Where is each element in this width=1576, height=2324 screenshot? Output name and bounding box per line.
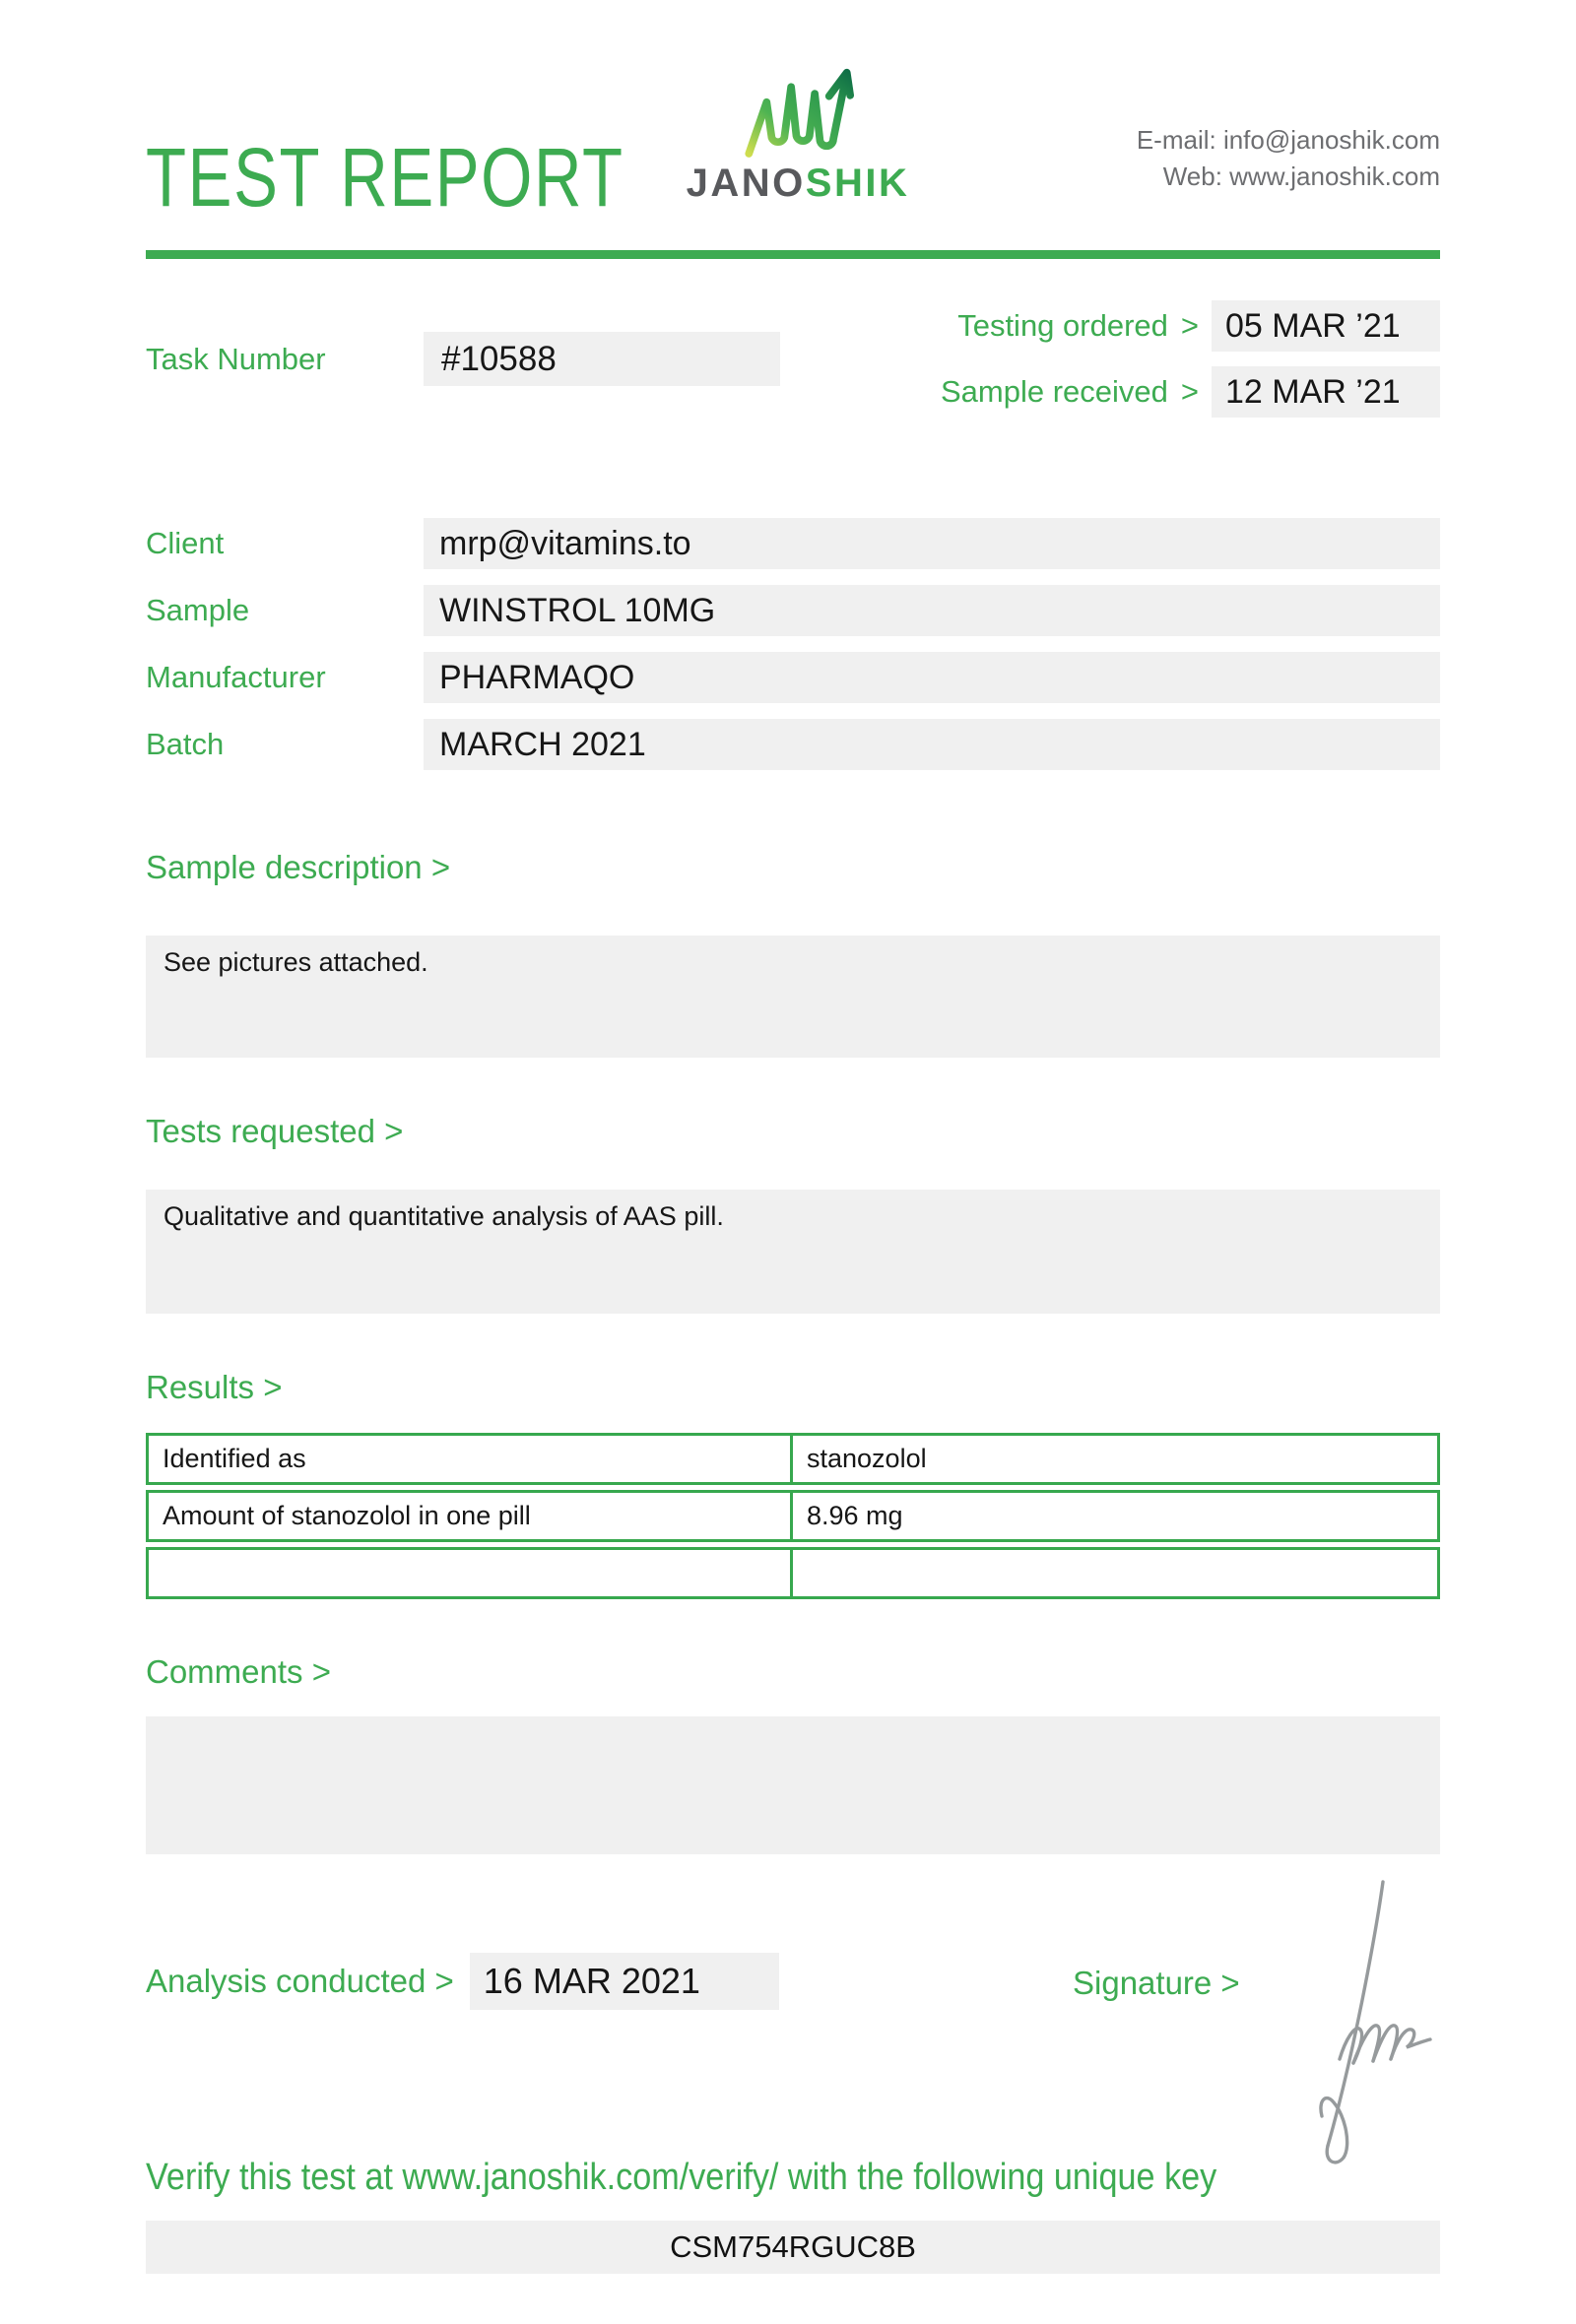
logo [655, 65, 941, 203]
section-results [146, 1369, 1440, 1604]
contact-email: E-mail: info@janoshik.com [1136, 125, 1440, 155]
verify-key-box [146, 2221, 1440, 2274]
section-comments [146, 1653, 1440, 1854]
date-arrow: > [1180, 308, 1199, 343]
page-title: TEST REPORT [146, 131, 624, 224]
sample-info-list [146, 518, 1440, 770]
results-cell-label: Amount of stanozolol in one pill [146, 1490, 793, 1542]
batch-row [146, 719, 1440, 770]
sample-row [146, 585, 1440, 636]
results-cell-value: stanozolol [793, 1433, 1440, 1485]
results-cell-label: Identified as [146, 1433, 793, 1485]
results-heading: Results > [146, 1369, 283, 1405]
signature-image [1286, 1874, 1434, 2169]
section-tests-requested [146, 1113, 1440, 1314]
testing-ordered-value: 05 MAR ’21 [1212, 300, 1440, 352]
contact-web: Web: www.janoshik.com [1162, 161, 1440, 191]
tests-requested-box: Qualitative and quantitative analysis of AAS pill. [146, 1190, 1440, 1314]
testing-ordered-label: Testing ordered [957, 308, 1168, 343]
date-arrow: > [1180, 374, 1199, 409]
client-row [146, 518, 1440, 569]
task-number-value: #10588 [424, 332, 780, 386]
batch-label: Batch [146, 727, 225, 761]
results-row-amount [146, 1490, 1440, 1542]
logo-wordmark [655, 163, 941, 203]
sample-received-value: 12 MAR ’21 [1212, 366, 1440, 418]
section-sample-description [146, 849, 1440, 1058]
header-divider [146, 250, 1440, 259]
task-number-label: Task Number [146, 342, 326, 376]
verify-key: CSM754RGUC8B [670, 2229, 916, 2264]
logo-wordmark-accent: SHIK [805, 161, 910, 205]
client-label: Client [146, 526, 225, 560]
manufacturer-row [146, 652, 1440, 703]
signature-label: Signature > [1073, 1965, 1240, 2001]
task-number-row [146, 300, 780, 418]
analysis-conducted-value: 16 MAR 2021 [470, 1953, 779, 2010]
sample-description-heading: Sample description > [146, 849, 451, 885]
results-cell-value: 8.96 mg [793, 1490, 1440, 1542]
task-dates-row [146, 300, 1440, 418]
results-table [146, 1428, 1440, 1604]
results-row-identified [146, 1433, 1440, 1485]
sample-received-row [941, 366, 1440, 418]
report-header [146, 0, 1440, 259]
results-cell-value [793, 1547, 1440, 1599]
logo-wordmark-primary: JANO [686, 161, 806, 205]
sample-description-box: See pictures attached. [146, 936, 1440, 1058]
verify-instruction: Verify this test at www.janoshik.com/verify/ with the following unique key [146, 2157, 1217, 2198]
sample-label: Sample [146, 593, 250, 627]
results-cell-label [146, 1547, 793, 1599]
contact-info [1137, 122, 1440, 195]
client-value: mrp@vitamins.to [424, 518, 1440, 569]
report-page [146, 0, 1440, 2274]
batch-value: MARCH 2021 [424, 719, 1440, 770]
testing-ordered-row [941, 300, 1440, 352]
results-row-empty [146, 1547, 1440, 1599]
analysis-conducted-label: Analysis conducted > [146, 1963, 454, 1999]
comments-heading: Comments > [146, 1653, 331, 1690]
date-fields [941, 300, 1440, 418]
sample-value: WINSTROL 10MG [424, 585, 1440, 636]
rising-chart-icon [740, 65, 856, 160]
sample-received-label: Sample received [940, 374, 1168, 409]
manufacturer-label: Manufacturer [146, 660, 326, 694]
manufacturer-value: PHARMAQO [424, 652, 1440, 703]
analysis-signature-row [146, 1953, 1440, 2010]
comments-box [146, 1716, 1440, 1854]
tests-requested-heading: Tests requested > [146, 1113, 404, 1149]
